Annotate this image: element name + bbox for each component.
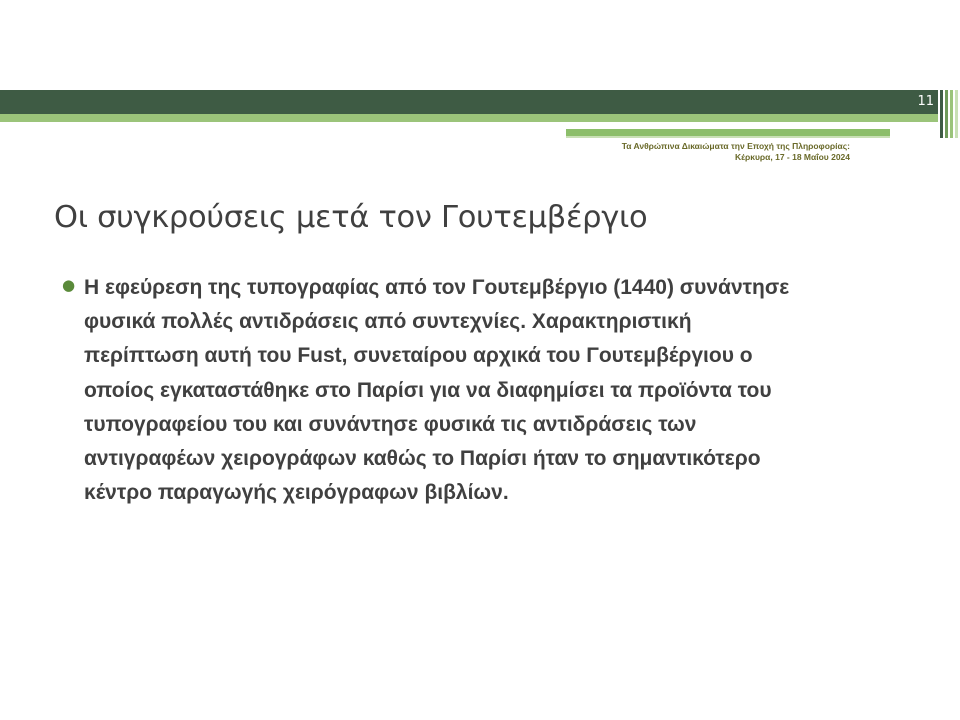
bullet-line: αντιγραφέων χειρογράφων καθώς το Παρίσι ήταν το σημαντικότερο	[84, 447, 761, 471]
bullet-dot-icon: ●	[62, 276, 76, 294]
bullet-line: περίπτωση αυτή του Fust, συνεταίρου αρχικά του Γουτεμβέργιου ο	[84, 344, 753, 368]
header-bar-accent	[566, 129, 890, 136]
bullet-line: κέντρο παραγωγής χειρόγραφων βιβλίων.	[84, 481, 509, 505]
conference-note-line2: Κέρκυρα, 17 - 18 Μαΐου 2024	[734, 152, 850, 162]
bullet-text	[84, 271, 904, 510]
bullet-line: τυπογραφείου του και συνάντησε φυσικά τις αντιδράσεις των	[84, 412, 697, 436]
conference-note	[560, 141, 850, 163]
page-number: 11	[917, 94, 934, 109]
header-bar-accent-thin	[566, 136, 890, 138]
bullet-line: οποίος εγκαταστάθηκε στο Παρίσι για να διαφημίσει τα προϊόντα του	[84, 378, 772, 402]
header-stripes	[938, 90, 960, 138]
header-bar-light	[0, 114, 938, 122]
bullet-line: φυσικά πολλές αντιδράσεις από συντεχνίες. Χαρακτηριστική	[84, 310, 692, 334]
header-bar-dark	[0, 90, 938, 114]
slide-title: Οι συγκρούσεις μετά τον Γουτεμβέργιο	[54, 200, 648, 235]
bullet-line: Η εφεύρεση της τυπογραφίας από τον Γουτεμβέργιο (1440) συνάντησε	[84, 276, 790, 299]
conference-note-line1: Τα Ανθρώπινα Δικαιώματα την Εποχή της Πληροφορίας:	[621, 141, 850, 151]
